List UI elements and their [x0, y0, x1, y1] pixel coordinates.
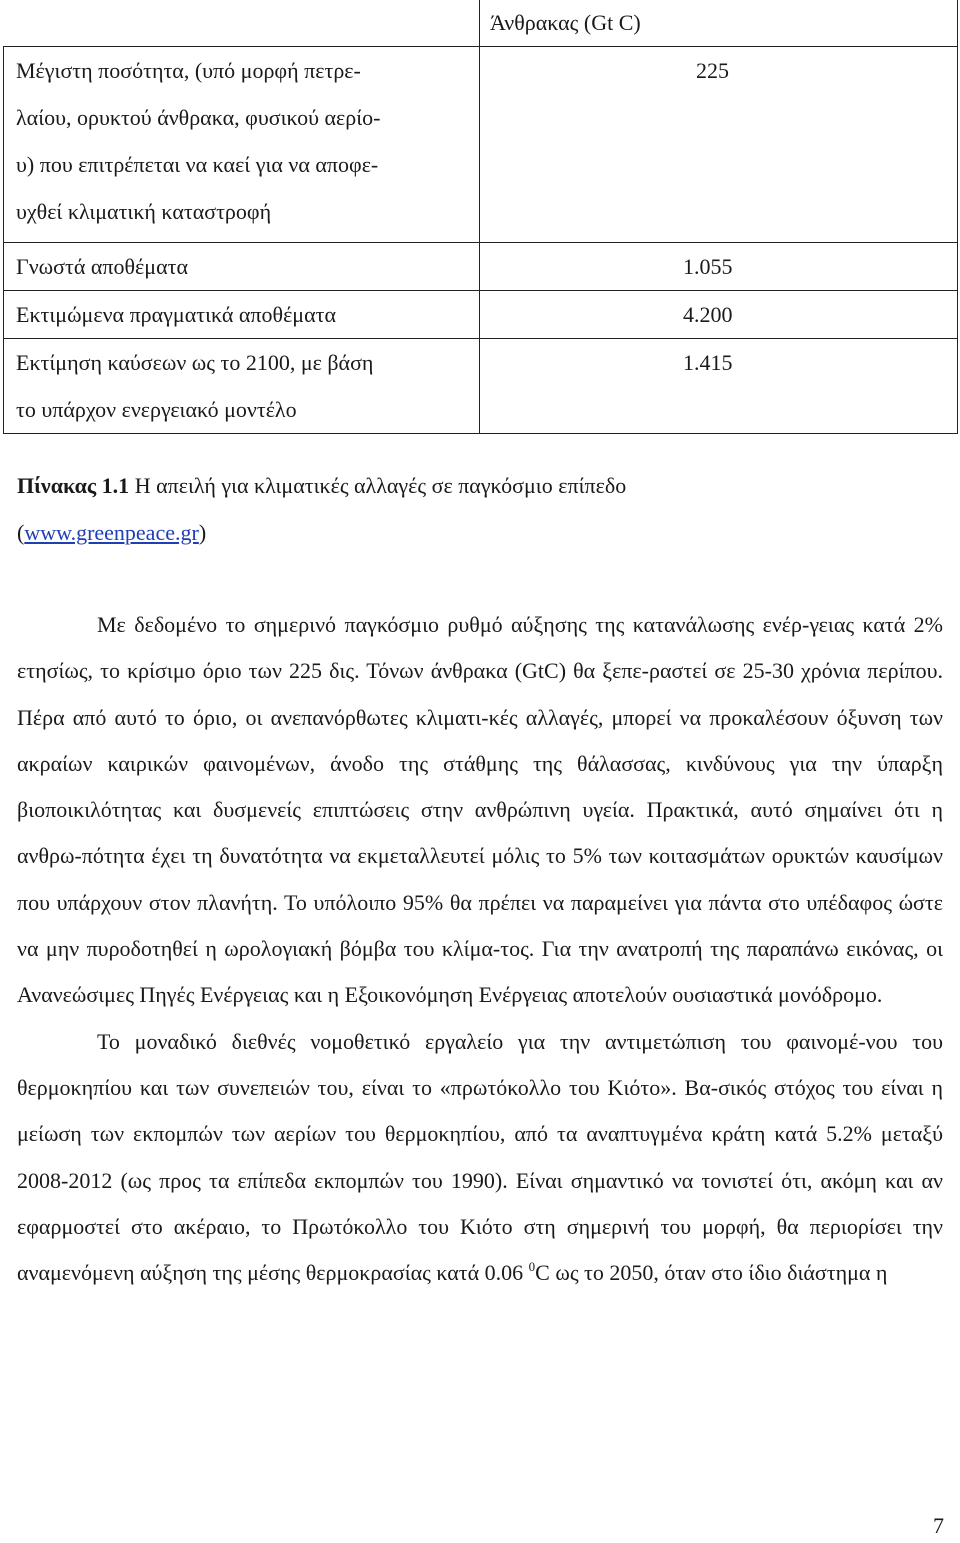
- table-row-label: [4, 339, 480, 434]
- caption-close-paren: ): [198, 520, 207, 545]
- label-line: Μέγιστη ποσότητα, (υπό μορφή πετρε-: [16, 58, 361, 83]
- body-text: [17, 602, 943, 1296]
- carbon-table: [3, 0, 958, 434]
- label-line: υχθεί κλιματική καταστροφή: [16, 199, 272, 224]
- degree-superscript: 0: [528, 1259, 536, 1275]
- table-row-label: [4, 47, 480, 243]
- table-row-label: Γνωστά αποθέματα: [4, 243, 480, 291]
- caption-text: Η απειλή για κλιματικές αλλαγές σε παγκόσμιο επίπεδο: [129, 473, 627, 498]
- table-row-value: 1.055: [480, 243, 958, 291]
- label-line: υ) που επιτρέπεται να καεί για να αποφε-: [16, 152, 379, 177]
- label-line: το υπάρχον ενεργειακό μοντέλο: [16, 397, 297, 422]
- table-row-value: 4.200: [480, 291, 958, 339]
- greenpeace-link[interactable]: www.greenpeace.gr: [24, 520, 199, 545]
- caption-open-paren: (: [17, 520, 25, 545]
- table-row-value: 1.415: [480, 339, 958, 434]
- table-header-carbon: Άνθρακας (Gt C): [480, 0, 958, 47]
- caption-label: Πίνακας 1.1: [17, 473, 130, 498]
- table-row-value: 225: [480, 47, 958, 243]
- table-row-label: Εκτιμώμενα πραγματικά αποθέματα: [4, 291, 480, 339]
- paragraph-2: [17, 1019, 943, 1297]
- table-caption: [17, 462, 947, 556]
- paragraph-2-end: C ως το 2050, όταν στο ίδιο διάστημα η: [535, 1260, 888, 1286]
- label-line: λαίου, ορυκτού άνθρακα, φυσικού αερίο-: [16, 105, 381, 130]
- page-number: 7: [933, 1513, 944, 1538]
- table-corner-cell: [4, 0, 480, 47]
- label-line: Εκτίμηση καύσεων ως το 2100, με βάση: [16, 350, 374, 375]
- paragraph-1: Με δεδομένο το σημερινό παγκόσμιο ρυθμό αύξησης της κατανάλωσης ενέρ-γειας κατά 2% ετησίως, το κρίσιμο όριο των 225 δις. Τόνων άνθρακα (GtC) θα ξεπε-ραστεί σε 25-30 χρόνια περίπου. Πέρα από αυτό το όριο, οι ανεπανόρθωτες κλιματι-κές αλλαγές, μπορεί να προκαλέσουν όξυνση των ακραίων καιρικών φαινομένων, άνοδο της στάθμης της θάλασσας, κινδύνους για την ύπαρξη βιοποικιλότητας και δυσμενείς επιπτώσεις στην ανθρώπινη υγεία. Πρακτικά, αυτό σημαίνει ότι η ανθρω-πότητα έχει τη δυνατότητα να εκμεταλλευτεί μόλις το 5% των κοιτασμάτων ορυκτών καυσίμων που υπάρχουν στον πλανήτη. Το υπόλοιπο 95% θα πρέπει να παραμείνει για πάντα στο υπέδαφος ώστε να μην πυροδοτηθεί η ωρολογιακή βόμβα του κλίμα-τος. Για την ανατροπή της παραπάνω εικόνας, οι Ανανεώσιμες Πηγές Ενέργειας και η Εξοικονόμηση Ενέργειας αποτελούν ουσιαστικά μονόδρομο.: [17, 612, 943, 1008]
- paragraph-2-text: Το μοναδικό διεθνές νομοθετικό εργαλείο για την αντιμετώπιση του φαινομέ-νου του θερμοκηπίου και των συνεπειών του, είναι το «πρωτόκολλο του Κιότο». Βα-σικός στόχος του είναι η μείωση των εκπομπών των αερίων του θερμοκηπίου, από τα αναπτυγμένα κράτη κατά 5.2% μεταξύ 2008-2012 (ως προς τα επίπεδα εκπομπών του 1990). Είναι σημαντικό να τονιστεί ότι, ακόμη και αν εφαρμοστεί στο ακέραιο, το Πρωτόκολλο του Κιότο στη σημερινή του μορφή, θα περιορίσει την αναμενόμενη αύξηση της μέσης θερμοκρασίας κατά 0.06: [17, 1028, 943, 1286]
